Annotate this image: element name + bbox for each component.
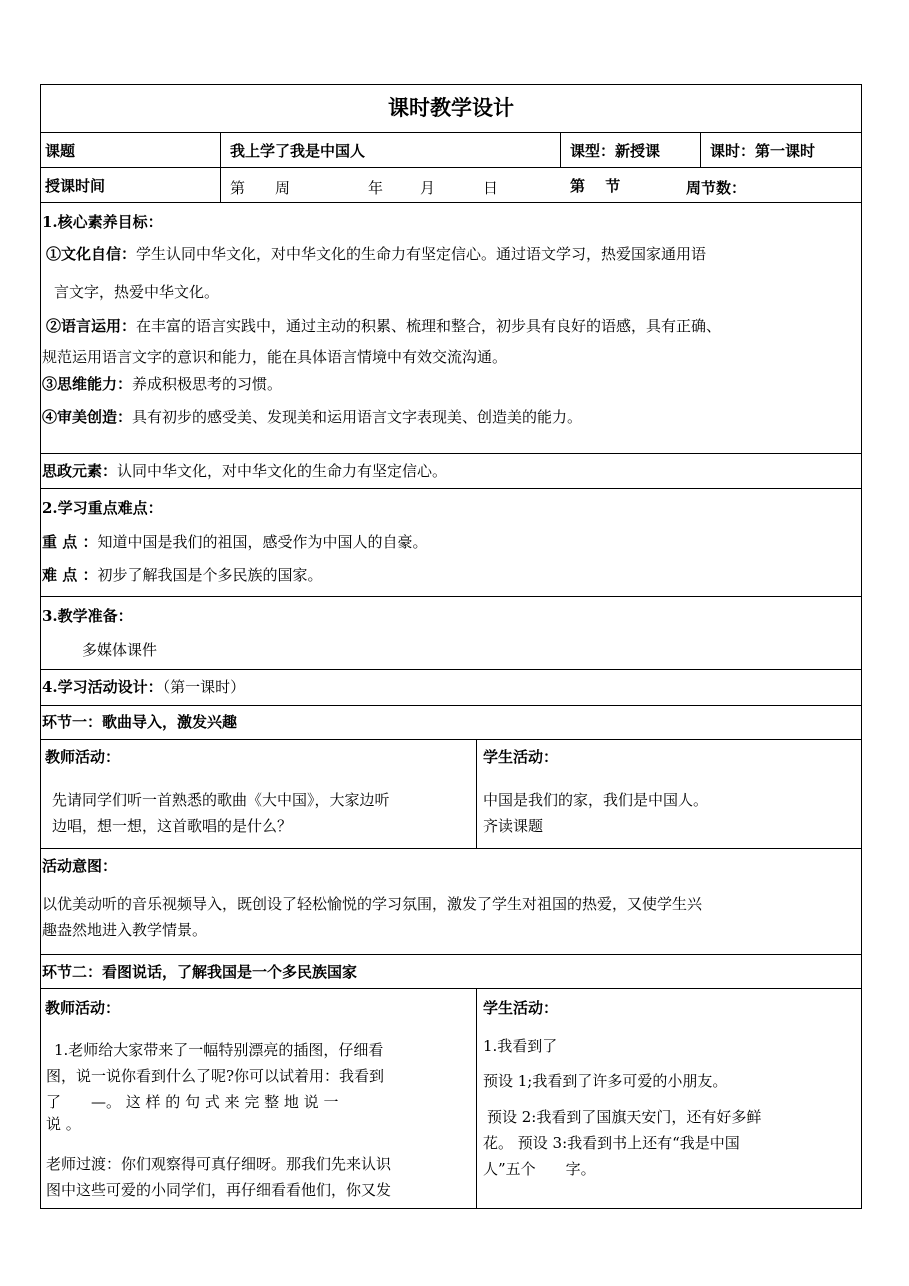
stage1-student-text: 齐读课题 bbox=[483, 817, 544, 835]
stage2-teacher-line: 1.老师给大家带来了一幅特别漂亮的插图，仔细看 bbox=[54, 1041, 384, 1059]
divider bbox=[560, 132, 561, 167]
stage2-teacher-line: 图，说一说你看到什么了呢?你可以试着用：我看到 bbox=[46, 1067, 385, 1085]
difficulty-row bbox=[42, 563, 322, 587]
divider bbox=[40, 132, 862, 133]
divider bbox=[40, 167, 862, 168]
goal-item bbox=[46, 314, 721, 338]
activity-note: （第一课时） bbox=[162, 678, 246, 696]
focus-text: 知道中国是我们的祖国，感受作为中国人的自豪。 bbox=[97, 533, 428, 551]
lesson-type: 课型：新授课 bbox=[570, 142, 661, 160]
divider bbox=[40, 988, 862, 989]
keypoints-heading: 2.学习重点难点： bbox=[42, 499, 163, 517]
divider bbox=[40, 202, 862, 203]
time-label: 授课时间 bbox=[45, 177, 106, 195]
stage2-teacher-line: 图中这些可爱的小同学们，再仔细看看他们，你又发 bbox=[46, 1181, 392, 1199]
divider bbox=[220, 132, 221, 202]
goal-text: 在丰富的语言实践中，通过主动的积累、梳理和整合，初步具有良好的语感，具有正确、 bbox=[136, 317, 722, 335]
stage1-student-label: 学生活动： bbox=[483, 748, 559, 766]
stage2-student-line: 花。 预设 3:我看到书上还有“我是中国 bbox=[483, 1134, 740, 1152]
difficulty-text: 初步了解我国是个多民族的国家。 bbox=[97, 566, 323, 584]
stage1-title: 环节一：歌曲导入，激发兴趣 bbox=[42, 713, 238, 731]
section-field: 第 节 bbox=[570, 177, 621, 195]
focus-label: 重 点 ： bbox=[42, 533, 98, 551]
stage2-student-line: 1.我看到了 bbox=[483, 1037, 558, 1055]
focus-row bbox=[42, 530, 427, 554]
stage1-student-text: 中国是我们的家，我们是中国人。 bbox=[483, 791, 709, 809]
goal-label: ②语言运用： bbox=[46, 317, 137, 335]
goal-text: 学生认同中华文化，对中华文化的生命力有坚定信心。通过语文学习，热爱国家通用语 bbox=[136, 245, 707, 263]
ideology-text: 认同中华文化，对中华文化的生命力有坚定信心。 bbox=[117, 462, 448, 480]
difficulty-label: 难 点 ： bbox=[42, 566, 98, 584]
divider bbox=[40, 848, 862, 849]
topic-value: 我上学了我是中国人 bbox=[230, 142, 366, 160]
month-field: 月 bbox=[420, 179, 436, 197]
stage1-teacher-text: 边唱，想一想，这首歌唱的是什么？ bbox=[52, 817, 293, 835]
day-field: 日 bbox=[483, 179, 499, 197]
goal-text: 养成积极思考的习惯。 bbox=[132, 375, 283, 393]
prep-text: 多媒体课件 bbox=[82, 641, 158, 659]
goal-label: ③思维能力： bbox=[42, 375, 133, 393]
intent-label: 活动意图： bbox=[42, 857, 118, 875]
intent-text: 趣盎然地进入教学情景。 bbox=[42, 921, 208, 939]
prep-heading: 3.教学准备： bbox=[42, 607, 133, 625]
activity-row bbox=[42, 675, 245, 699]
topic-label: 课题 bbox=[45, 142, 76, 160]
stage2-student-line: 人”五个 字。 bbox=[483, 1160, 596, 1178]
lesson-period: 课时：第一课时 bbox=[710, 142, 816, 160]
goal-item bbox=[42, 372, 282, 396]
goals-heading: 1.核心素养目标： bbox=[42, 213, 163, 231]
divider bbox=[40, 453, 862, 454]
divider bbox=[40, 705, 862, 706]
divider bbox=[40, 596, 862, 597]
goal-item bbox=[46, 242, 706, 266]
stage2-teacher-line: 说 。 bbox=[46, 1115, 81, 1133]
stage2-teacher-line: 老师过渡：你们观察得可真仔细呀。那我们先来认识 bbox=[46, 1155, 392, 1173]
stage2-teacher-label: 教师活动： bbox=[45, 999, 121, 1017]
divider bbox=[40, 954, 862, 955]
goal-item bbox=[42, 405, 582, 429]
divider bbox=[40, 669, 862, 670]
stage1-teacher-label: 教师活动： bbox=[45, 748, 121, 766]
divider bbox=[40, 488, 862, 489]
stage1-teacher-text: 先请同学们听一首熟悉的歌曲《大中国》，大家边听 bbox=[52, 791, 390, 809]
page-title: 课时教学设计 bbox=[388, 95, 514, 120]
goal-label: ①文化自信： bbox=[46, 245, 137, 263]
ideology-label: 思政元素： bbox=[42, 462, 118, 480]
goal-text-cont: 言文字，热爱中华文化。 bbox=[54, 283, 220, 301]
stage2-teacher-line: 了 —。 这 样 的 句 式 来 完 整 地 说 一 bbox=[46, 1093, 339, 1111]
lesson-plan-table bbox=[40, 84, 862, 1209]
stage2-student-label: 学生活动： bbox=[483, 999, 559, 1017]
divider bbox=[40, 739, 862, 740]
stage2-student-line: 预设 1;我看到了许多可爱的小朋友。 bbox=[483, 1072, 728, 1090]
intent-text: 以优美动听的音乐视频导入，既创设了轻松愉悦的学习氛围，激发了学生对祖国的热爱，又使学生兴 bbox=[42, 895, 703, 913]
goal-text-cont: 规范运用语言文字的意识和能力，能在具体语言情境中有效交流沟通。 bbox=[42, 348, 508, 366]
activity-heading: 4.学习活动设计： bbox=[42, 678, 163, 696]
divider bbox=[476, 739, 477, 848]
ideology-row bbox=[42, 459, 447, 483]
divider bbox=[476, 988, 477, 1209]
year-field: 年 bbox=[368, 179, 384, 197]
week-field: 第 周 bbox=[230, 179, 291, 197]
stage2-student-line: 预设 2:我看到了国旗天安门，还有好多鲜 bbox=[487, 1108, 762, 1126]
goal-text: 具有初步的感受美、发现美和运用语言文字表现美、创造美的能力。 bbox=[132, 408, 583, 426]
goal-label: ④审美创造： bbox=[42, 408, 133, 426]
stage2-title: 环节二：看图说话，了解我国是一个多民族国家 bbox=[42, 963, 358, 981]
week-count-field: 周节数： bbox=[686, 179, 747, 197]
divider bbox=[700, 132, 701, 167]
